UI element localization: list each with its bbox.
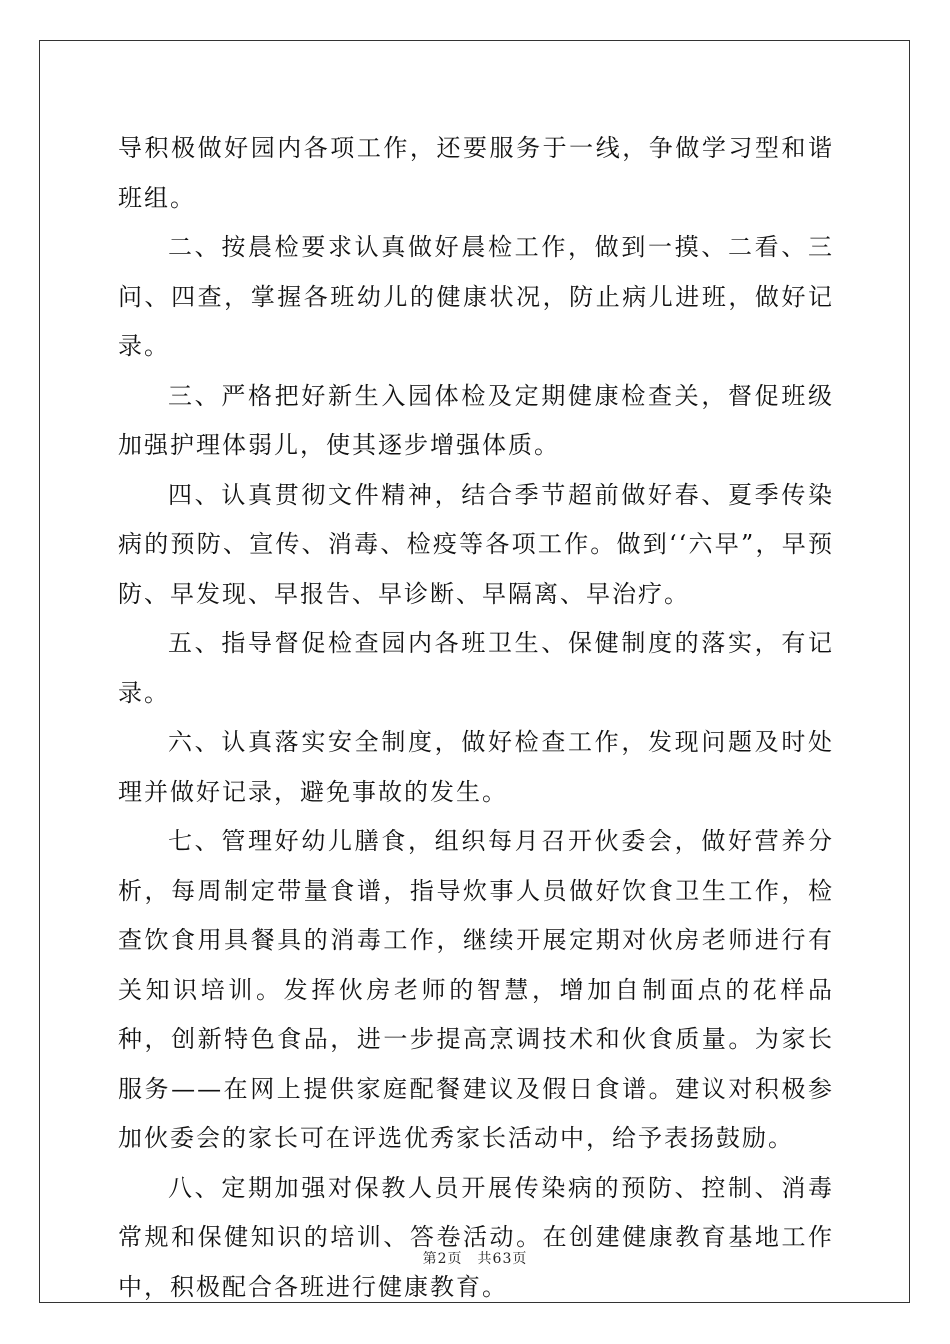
paragraph-item-7: 七、管理好幼儿膳食，组织每月召开伙委会，做好营养分析，每周制定带量食谱，指导炊事人员做好饮食卫生工作，检查饮食用具餐具的消毒工作，继续开展定期对伙房老师进行有关知识培训。发挥伙房老师的智慧，增加自制面点的花样品种，创新特色食品，进一步提高烹调技术和伙食质量。为家长服务——在网上提供家庭配餐建议及假日食谱。建议对积极参加伙委会的家长可在评选优秀家长活动中，给予表扬鼓励。 [118,827,834,1152]
paragraph-item-4: 四、认真贯彻文件精神，结合季节超前做好春、夏季传染病的预防、宣传、消毒、检疫等各项工作。做到‘‘六早”，早预防、早发现、早报告、早诊断、早隔离、早治疗。 [118,480,834,608]
paragraph-item-3: 三、严格把好新生入园体检及定期健康检查关，督促班级加强护理体弱儿，使其逐步增强体质。 [118,381,834,459]
page-footer: 第2页 共63页 [422,1251,528,1267]
paragraph-item-6: 六、认真落实安全制度，做好检查工作，发现问题及时处理并做好记录，避免事故的发生。 [118,728,834,806]
paragraph-item-8: 八、定期加强对保教人员开展传染病的预防、控制、消毒常规和保健知识的培训、答卷活动。在创建健康教育基地工作中，积极配合各班进行健康教育。 [118,1173,834,1301]
paragraph-continuation: 导积极做好园内各项工作，还要服务于一线，争做学习型和谐班组。 [118,134,834,212]
paragraph-item-2: 二、按晨检要求认真做好晨检工作，做到一摸、二看、三问、四查，掌握各班幼儿的健康状况，防止病儿进班，做好记录。 [118,233,834,360]
paragraph-item-5: 五、指导督促检查园内各班卫生、保健制度的落实，有记录。 [118,629,834,707]
document-body [118,124,834,1312]
